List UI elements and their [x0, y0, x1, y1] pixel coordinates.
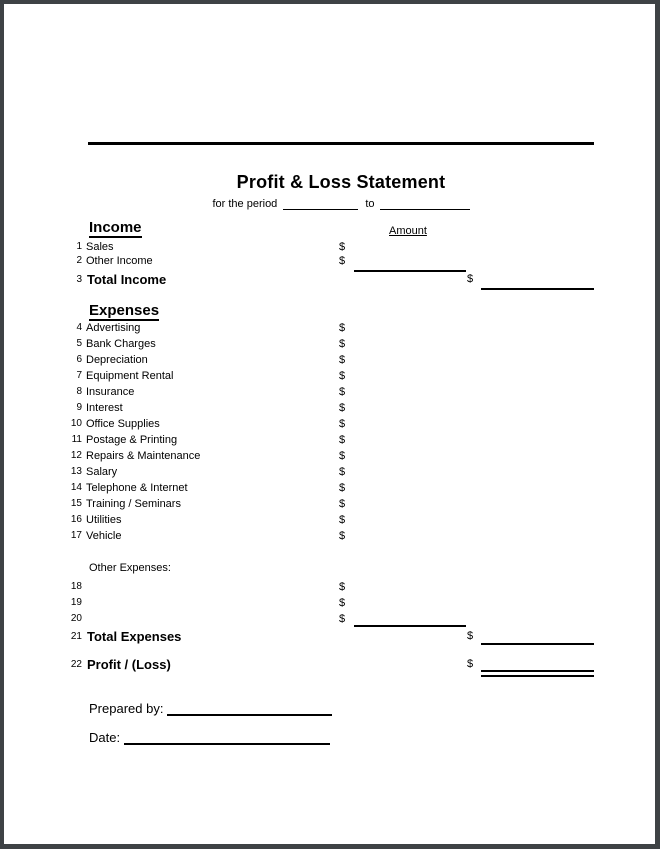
expense-line-item [4, 384, 660, 400]
period-start-blank[interactable] [283, 196, 358, 210]
row-number: 9 [76, 402, 82, 413]
dollar-sign: $ [339, 434, 346, 446]
row-label: Repairs & Maintenance [86, 450, 201, 462]
row-label: Insurance [86, 386, 135, 398]
dollar-sign: $ [339, 322, 346, 334]
row-number: 7 [76, 370, 82, 381]
expense-rows [4, 320, 660, 544]
row-label: Vehicle [86, 530, 122, 542]
row-label: Advertising [86, 322, 141, 334]
row-label: Salary [86, 466, 118, 478]
dollar-sign: $ [339, 530, 346, 542]
total-income-row [4, 272, 660, 288]
row-number: 8 [76, 386, 82, 397]
expense-line-item [4, 528, 660, 544]
expense-line-item [4, 512, 660, 528]
row-number: 13 [70, 466, 82, 477]
row-number: 21 [70, 631, 82, 642]
expense-line-item [4, 320, 660, 336]
dollar-sign: $ [467, 273, 474, 285]
document-title: Profit & Loss Statement [236, 172, 446, 192]
row-label: Depreciation [86, 354, 148, 366]
other-expenses-label: Other Expenses: [89, 562, 171, 574]
dollar-sign: $ [339, 514, 346, 526]
row-number: 12 [70, 450, 82, 461]
header-rule [88, 142, 594, 145]
row-number: 4 [76, 322, 82, 333]
dollar-sign: $ [467, 658, 474, 670]
other-expense-line-item [4, 579, 660, 595]
dollar-sign: $ [339, 450, 346, 462]
expense-line-item [4, 496, 660, 512]
total-expenses-label: Total Expenses [87, 629, 182, 644]
period-end-blank[interactable] [380, 196, 470, 210]
row-number: 22 [70, 659, 82, 670]
period-connector-label: to [365, 198, 375, 210]
row-label: Postage & Printing [86, 434, 178, 446]
amount-column-header: Amount [389, 225, 427, 237]
period-line [88, 196, 594, 210]
other-expense-line-item [4, 611, 660, 627]
dollar-sign: $ [339, 402, 346, 414]
expenses-section-heading: Expenses [89, 302, 160, 319]
dollar-sign: $ [339, 482, 346, 494]
row-number: 14 [70, 482, 82, 493]
dollar-sign: $ [339, 581, 346, 593]
expense-line-item [4, 448, 660, 464]
row-number: 16 [70, 514, 82, 525]
row-number: 11 [71, 434, 82, 445]
income-line-item [4, 254, 660, 268]
row-label: Sales [86, 241, 114, 253]
expense-line-item [4, 336, 660, 352]
prepared-by-blank[interactable] [167, 700, 332, 716]
income-line-item [4, 240, 660, 254]
row-number: 6 [76, 354, 82, 365]
dollar-sign: $ [339, 354, 346, 366]
dollar-sign: $ [467, 630, 474, 642]
expenses-amount-subtotal-line [354, 625, 466, 627]
dollar-sign: $ [339, 498, 346, 510]
row-number: 17 [70, 530, 82, 541]
dollar-sign: $ [339, 466, 346, 478]
expense-line-item [4, 464, 660, 480]
expense-line-item [4, 352, 660, 368]
dollar-sign: $ [339, 338, 346, 350]
dollar-sign: $ [339, 255, 346, 267]
total-income-label: Total Income [87, 272, 167, 287]
other-expense-line-item [4, 595, 660, 611]
row-number: 20 [70, 613, 82, 624]
prepared-by-row [89, 700, 332, 716]
row-label: Interest [86, 402, 123, 414]
date-row [89, 729, 330, 745]
total-expenses-amount-line [481, 643, 594, 645]
row-label: Utilities [86, 514, 122, 526]
period-prefix-label: for the period [212, 198, 278, 210]
row-label: Bank Charges [86, 338, 156, 350]
dollar-sign: $ [339, 386, 346, 398]
dollar-sign: $ [339, 613, 346, 625]
expense-line-item [4, 480, 660, 496]
prepared-by-label: Prepared by: [89, 701, 164, 716]
dollar-sign: $ [339, 370, 346, 382]
income-rows [4, 240, 660, 268]
row-label: Office Supplies [86, 418, 160, 430]
row-label: Training / Seminars [86, 498, 181, 510]
expense-line-item [4, 368, 660, 384]
row-label: Other Income [86, 255, 153, 267]
row-number: 10 [70, 418, 82, 429]
expense-line-item [4, 432, 660, 448]
profit-loss-label: Profit / (Loss) [87, 657, 171, 672]
expense-line-item [4, 416, 660, 432]
dollar-sign: $ [339, 241, 346, 253]
row-number: 5 [76, 338, 82, 349]
row-number: 3 [76, 274, 82, 285]
row-label: Equipment Rental [86, 370, 174, 382]
profit-loss-double-line [481, 670, 594, 677]
row-number: 2 [76, 255, 82, 266]
dollar-sign: $ [339, 597, 346, 609]
date-blank[interactable] [124, 729, 330, 745]
date-label: Date: [89, 730, 121, 745]
row-label: Telephone & Internet [86, 482, 188, 494]
row-number: 18 [70, 581, 82, 592]
expense-line-item [4, 400, 660, 416]
other-expense-rows [4, 579, 660, 627]
total-income-amount-line [481, 288, 594, 290]
dollar-sign: $ [339, 418, 346, 430]
row-number: 1 [76, 241, 82, 252]
income-section-heading: Income [89, 219, 142, 236]
row-number: 19 [70, 597, 82, 608]
row-number: 15 [70, 498, 82, 509]
